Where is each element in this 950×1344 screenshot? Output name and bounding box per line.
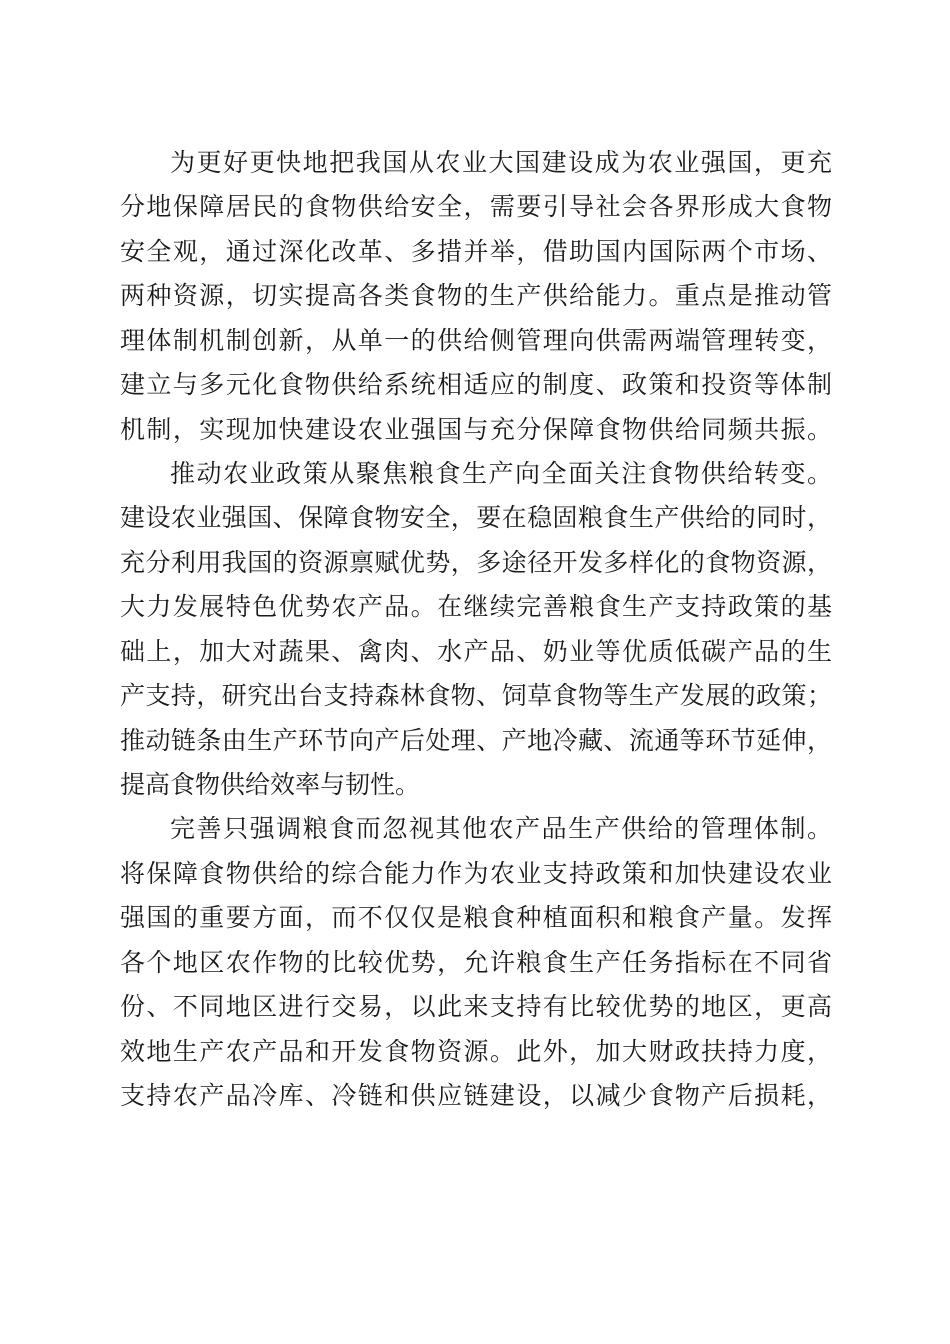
text-line: 推动农业政策从聚焦粮食生产向全面关注食物供给转变。 (170, 459, 832, 488)
text-line: 充分利用我国的资源禀赋优势，多途径开发多样化的食物资源， (120, 548, 832, 577)
text-line: 安全观，通过深化改革、多措并举，借助国内国际两个市场、 (120, 237, 832, 266)
text-line: 机制，实现加快建设农业强国与充分保障食物供给同频共振。 (120, 415, 832, 444)
text-line: 提高食物供给效率与韧性。 (120, 770, 421, 799)
text-line: 将保障食物供给的综合能力作为农业支持政策和加快建设农业 (120, 859, 832, 888)
text-line: 建设农业强国、保障食物安全，要在稳固粮食生产供给的同时， (120, 503, 832, 532)
text-line: 完善只强调粮食而忽视其他农产品生产供给的管理体制。 (170, 814, 832, 843)
text-line: 产支持，研究出台支持森林食物、饲草食物等生产发展的政策； (120, 681, 832, 710)
text-line: 份、不同地区进行交易，以此来支持有比较优势的地区，更高 (120, 992, 832, 1021)
text-line: 础上，加大对蔬果、禽肉、水产品、奶业等优质低碳产品的生 (120, 637, 832, 666)
text-line: 为更好更快地把我国从农业大国建设成为农业强国，更充 (170, 148, 832, 177)
text-line: 理体制机制创新，从单一的供给侧管理向供需两端管理转变， (120, 326, 832, 355)
text-line: 分地保障居民的食物供给安全，需要引导社会各界形成大食物 (120, 192, 832, 221)
text-line: 两种资源，切实提高各类食物的生产供给能力。重点是推动管 (120, 281, 832, 310)
text-line: 支持农产品冷库、冷链和供应链建设，以减少食物产后损耗， (120, 1081, 832, 1110)
text-line: 强国的重要方面，而不仅仅是粮食种植面积和粮食产量。发挥 (120, 903, 832, 932)
text-line: 推动链条由生产环节向产后处理、产地冷藏、流通等环节延伸， (120, 726, 832, 755)
text-line: 效地生产农产品和开发食物资源。此外，加大财政扶持力度， (120, 1037, 832, 1066)
text-line: 各个地区农作物的比较优势，允许粮食生产任务指标在不同省 (120, 948, 832, 977)
text-line: 大力发展特色优势农产品。在继续完善粮食生产支持政策的基 (120, 592, 832, 621)
text-line: 建立与多元化食物供给系统相适应的制度、政策和投资等体制 (120, 370, 832, 399)
